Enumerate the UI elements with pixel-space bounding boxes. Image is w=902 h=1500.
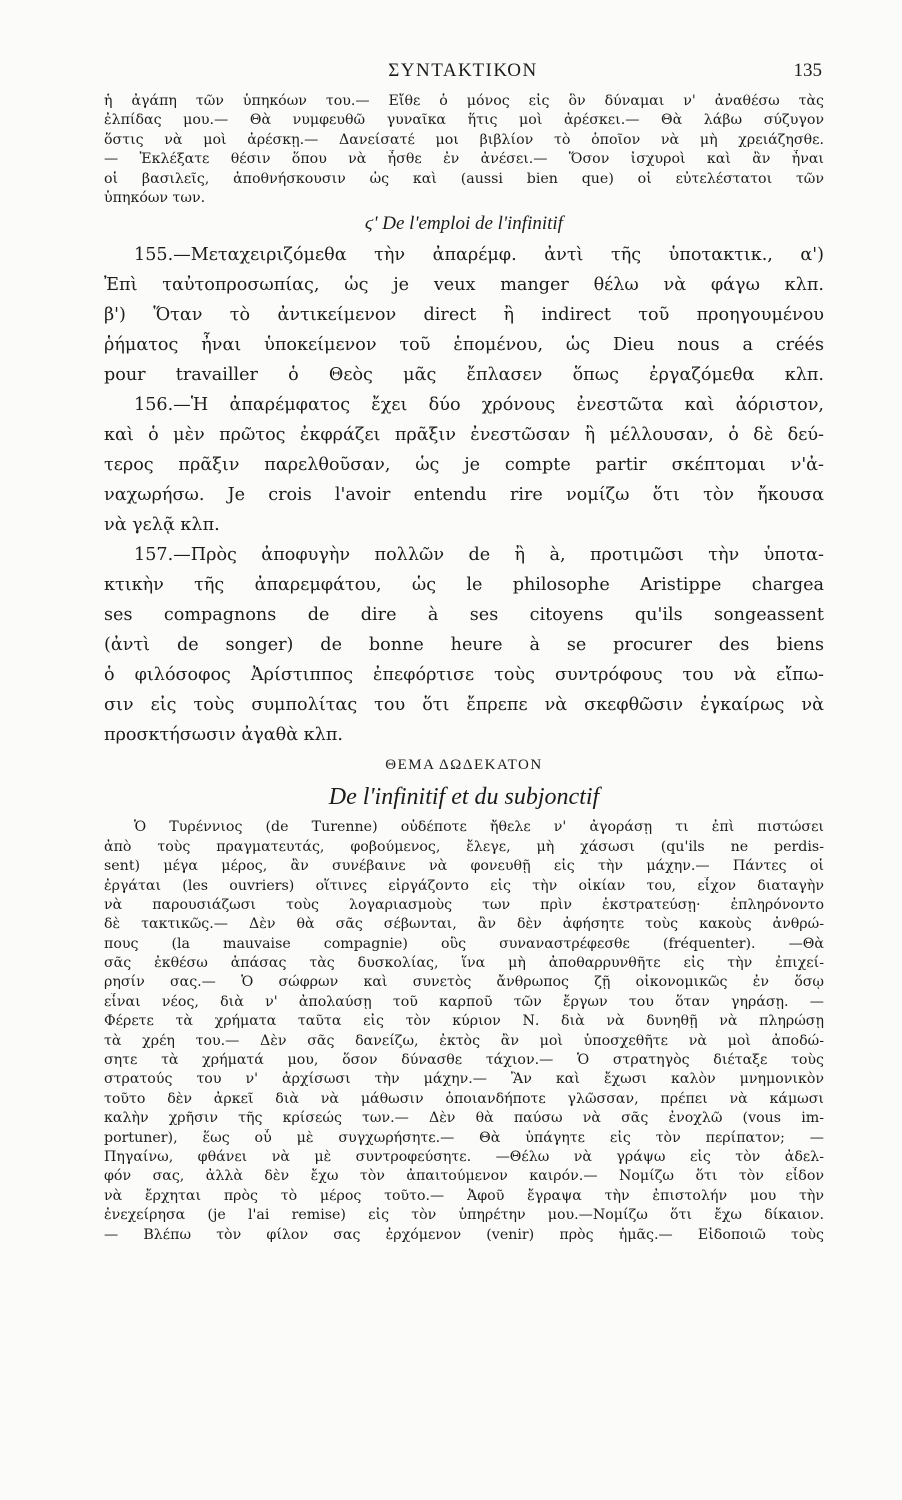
section-heading-infinitif: ϛ' De l'emploi de l'infinitif <box>365 213 563 235</box>
text-line: ἐργάται (les ouvriers) οἵτινες εἰργάζοντο εἰς τὴν οἰκίαν του, εἶχον διαταγὴν <box>104 877 824 894</box>
exercise-text <box>104 818 824 1245</box>
text-line: νὰ παρουσιάζωσι τοὺς λογαριασμοὺς των πρὶν ἐκστρατεύσῃ· ἐπληρόνοντο <box>104 896 824 913</box>
text-line: προσκτήσωσιν ἀγαθὰ κλπ. <box>104 725 343 746</box>
text-line: τοῦτο δὲν ἀρκεῖ διὰ νὰ μάθωσιν ὁποιανδήποτε γλῶσσαν, πρέπει νὰ κάμωσι <box>104 1090 824 1107</box>
text-line: ἀπὸ τοὺς πραγματευτάς, φοβούμενος, ἔλεγε, μὴ χάσωσι (qu'ils ne perdis- <box>104 838 824 855</box>
text-line: 156.—Ἡ ἀπαρέμφατος ἔχει δύο χρόνους ἐνεστῶτα καὶ ἀόριστον, <box>134 395 824 416</box>
text-line: ἡ ἀγάπη τῶν ὑπηκόων του.— Εἴθε ὁ μόνος εἰς ὃν δύναμαι ν' ἀναθέσω τὰς <box>104 93 824 109</box>
text-line: κτικὴν τῆς ἀπαρεμφάτου, ὡς le philosophe Aristippe chargea <box>104 575 824 596</box>
text-line: 157.—Πρὸς ἀποφυγὴν πολλῶν de ἢ à, προτιμῶσι τὴν ὑποτα- <box>134 545 824 566</box>
text-line: ἐλπίδας μου.— Θὰ νυμφευθῶ γυναῖκα ἥτις μοὶ ἀρέσκει.— Θὰ λάβω σύζυγον <box>104 112 824 129</box>
text-line: νὰ γελᾷ κλπ. <box>104 515 220 536</box>
text-line: ῥήματος ἦναι ὑποκείμενον τοῦ ἑπομένου, ὡς Dieu nous a créés <box>104 335 824 356</box>
text-line: ὅστις νὰ μοὶ ἀρέσκῃ.— Δανείσατέ μοι βιβλίον τὸ ὁποῖον νὰ μὴ χρειάζησθε. <box>104 131 824 148</box>
text-line: sent) μέγα μέρος, ἂν συνέβαινε νὰ φονευθῇ εἰς τὴν μάχην.— Πάντες οἱ <box>104 858 824 875</box>
text-line: Φέρετε τὰ χρήματα ταῦτα εἰς τὸν κύριον Ν. διὰ νὰ δυνηθῇ νὰ πληρώσῃ <box>104 1013 824 1030</box>
text-line: τὰ χρέη του.— Δὲν σᾶς δανείζω, ἐκτὸς ἂν μοὶ ὑποσχεθῆτε νὰ μοὶ ἀποδώ- <box>104 1032 824 1049</box>
text-line: πους (la mauvaise compagnie) οὓς συναναστρέφεσθε (fréquenter). —Θὰ <box>104 935 824 952</box>
text-line: τερος πρᾶξιν παρελθοῦσαν, ὡς je compte partir σκέπτομαι ν'ἀ- <box>104 455 824 476</box>
text-line: ρησίν σας.— Ὁ σώφρων καὶ συνετὸς ἄνθρωπος ζῇ οἰκονομικῶς ἐν ὅσῳ <box>104 974 824 991</box>
text-line: Ὁ Τυρέννιος (de Turenne) οὐδέποτε ἤθελε ν' ἀγοράσῃ τι ἐπὶ πιστώσει <box>134 819 824 836</box>
text-line: (ἀντὶ de songer) de bonne heure à se procurer des biens <box>104 635 824 656</box>
text-line: 155.—Μεταχειριζόμεθα τὴν ἀπαρέμφ. ἀντὶ τῆς ὑποτακτικ., α') <box>134 245 824 266</box>
text-line: β') Ὅταν τὸ ἀντικείμενον direct ἢ indirect τοῦ προηγουμένου <box>104 305 824 326</box>
text-line: ὑπηκόων των. <box>104 189 206 206</box>
text-line: ἐνεχείρησα (je l'ai remise) εἰς τὸν ὑπηρέτην μου.—Νομίζω ὅτι ἔχω δίκαιον. <box>104 1207 824 1224</box>
text-line: σητε τὰ χρήματά μου, ὅσον δύνασθε τάχιον.— Ὁ στρατηγὸς διέταξε τοὺς <box>104 1052 824 1069</box>
page-header <box>104 60 822 88</box>
text-line: δὲ τακτικῶς.— Δὲν θὰ σᾶς σέβωνται, ἂν δὲν ἀφήσητε τοὺς κακοὺς ἀνθρώ- <box>104 916 824 933</box>
text-line: portuner), ἕως οὗ μὲ συγχωρήσητε.— Θὰ ὑπάγητε εἰς τὸν περίπατον; — <box>104 1129 824 1146</box>
paragraphs-155-157 <box>104 240 824 750</box>
text-line: ses compagnons de dire à ses citoyens qu'ils songeassent <box>104 605 824 626</box>
text-line: σιν εἰς τοὺς συμπολίτας του ὅτι ἔπρεπε νὰ σκεφθῶσιν ἐγκαίρως νὰ <box>104 695 824 716</box>
text-line: σᾶς ἐκθέσω ἁπάσας τὰς δυσκολίας, ἵνα μὴ ἀποθαρρυνθῆτε εἰς τὴν ἐπιχεί- <box>104 955 824 972</box>
text-line: νὰ ἔρχηται πρὸς τὸ μέρος τοῦτο.— Ἀφοῦ ἔγραψα τὴν ἐπιστολήν μου τὴν <box>104 1187 824 1204</box>
page-body <box>104 92 824 1245</box>
text-line: pour travailler ὁ Θεὸς μᾶς ἔπλασεν ὅπως ἐργαζόμεθα κλπ. <box>104 365 824 386</box>
text-line: εἶναι νέος, διὰ ν' ἀπολαύσῃ τοῦ καρποῦ τῶν ἔργων του ὅταν γηράσῃ. — <box>104 993 824 1010</box>
theme-title: ΘΕΜΑ ΔΩΔΕΚΑΤΟΝ <box>385 757 543 774</box>
text-line: Ἐπὶ ταὐτοπροσωπίας, ὡς je veux manger θέλω νὰ φάγω κλπ. <box>104 275 824 296</box>
text-line: καλὴν χρῆσιν τῆς κρίσεώς των.— Δὲν θὰ παύσω νὰ σᾶς ἐνοχλῶ (vous im- <box>104 1110 824 1127</box>
text-line: οἱ βασιλεῖς, ἀποθνήσκουσιν ὡς καὶ (aussi bien que) οἱ εὐτελέστατοι τῶν <box>104 170 824 187</box>
text-line: Πηγαίνω, φθάνει νὰ μὲ συντροφεύσητε. —Θέλω νὰ γράψω εἰς τὸν ἀδελ- <box>104 1148 824 1165</box>
text-line: — Ἐκλέξατε θέσιν ὅπου νὰ ἦσθε ἐν ἀνέσει.— Ὅσον ἰσχυροὶ καὶ ἂν ἦναι <box>104 151 824 168</box>
paragraph-examples <box>104 92 824 208</box>
text-line: ὁ φιλόσοφος Ἀρίστιππος ἐπεφόρτισε τοὺς συντρόφους του νὰ εἴπω- <box>104 665 824 686</box>
section-heading-subjonctif: De l'infinitif et du subjonctif <box>328 784 600 811</box>
text-line: — Βλέπω τὸν φίλον σας ἐρχόμενον (venir) πρὸς ἡμᾶς.— Εἰδοποιῶ τοὺς <box>104 1226 824 1243</box>
text-line: φόν σας, ἀλλὰ δὲν ἔχω τὸν ἀπαιτούμενον καιρόν.— Νομίζω ὅτι τὸν εἶδον <box>104 1168 824 1185</box>
text-line: ναχωρήσω. Je crois l'avoir entendu rire νομίζω ὅτι τὸν ἤκουσα <box>104 485 824 506</box>
page-number: 135 <box>793 60 822 81</box>
text-line: στρατούς του ν' ἀρχίσωσι τὴν μάχην.— Ἂν καὶ ἔχωσι καλὸν μνημονικὸν <box>104 1071 824 1088</box>
running-title: ΣΥΝΤΑΚΤΙΚΟΝ <box>388 60 538 81</box>
text-line: καὶ ὁ μὲν πρῶτος ἐκφράζει πρᾶξιν ἐνεστῶσαν ἢ μέλλουσαν, ὁ δὲ δεύ- <box>104 425 824 446</box>
